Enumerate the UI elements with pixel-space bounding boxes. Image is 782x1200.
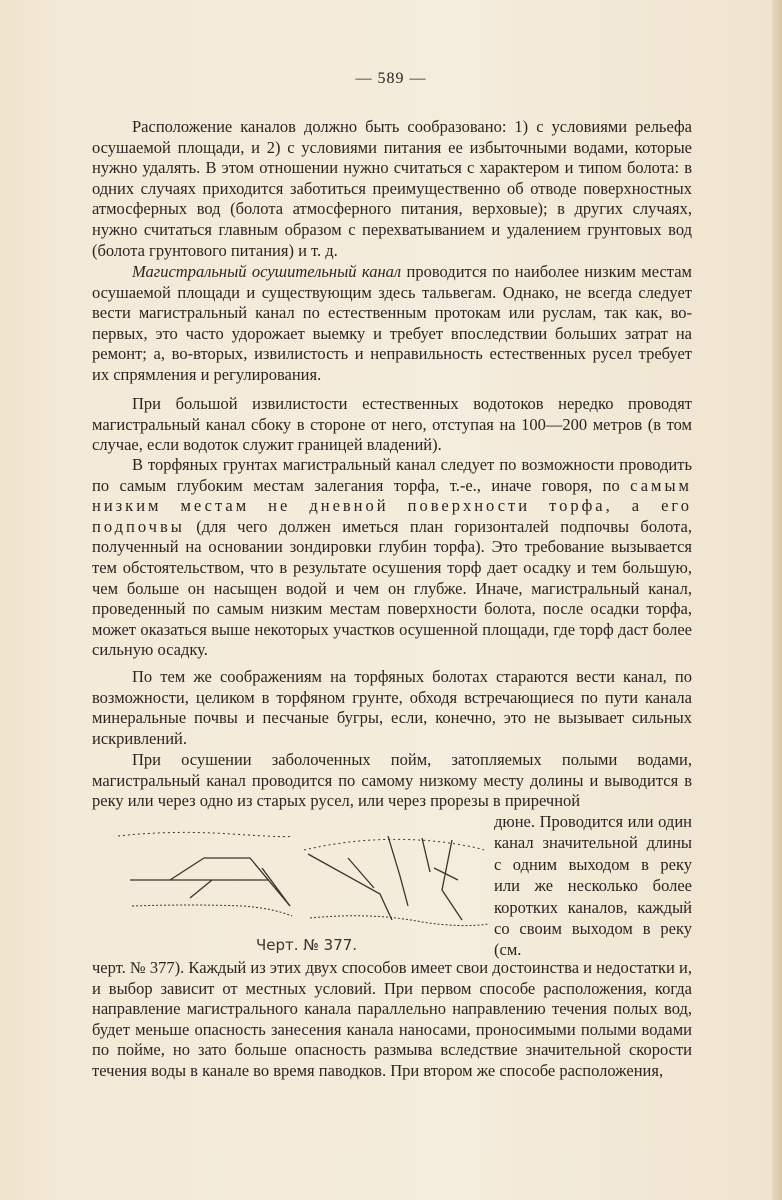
paragraph-5 (92, 667, 692, 749)
page-edge (772, 0, 782, 1200)
paragraph-7-text: черт. № 377). Каждый из этих двух способов имеет свои достоинства и недостатки и, и выбор зависит от местных условий. При первом способе расположения, когда направление магистрального канала параллельно направлению течения полых вод, будет меньше опасность занесения канала наносами, проносимыми полыми водами по пойме, но зато больше опасность размыва вследствие значительной скорости течения воды в канале во время паводков. При втором же способе расположения, (92, 958, 692, 1080)
paragraph-4 (92, 455, 692, 661)
side-text (494, 811, 692, 961)
paragraph-3 (92, 394, 692, 456)
paragraph-6-text: При осушении заболоченных пойм, затопляемых полыми водами, магистральный канал проводится по самому низкому месту долины и выводится в реку или через одно из старых русел, или через прорезы в приречной (92, 750, 692, 811)
paragraph-4-text-b: (для чего должен иметься план горизонталей подпочвы болота, полученный на основании зондировки глубин торфа). Это требование вызывается тем обстоятельством, что в результате осушения торф дает осадку и тем большую, чем больше он насыщен водой и чем он глубже. Иначе, магистральный канал, проведенный по самым низким местам поверхности болота, после осадки торфа, может оказаться выше некоторых участков осушенной площади, где торф даст более сильную осадку. (92, 516, 692, 660)
sketch-multiple-canals (304, 836, 488, 926)
figure-caption: Черт. № 377. (256, 936, 358, 954)
paragraph-2-text: проводится по наиболее низким местам осушаемой площади и существующим здесь тальвегам. Однако, не всегда следует вести магистральный канал по естественным протокам или руслам, так как, во-первых, это часто удорожает выемку и требует впоследствии больших затрат на ремонт; а, во-вторых, извилистость и неправильность естественных русел требует их спрямления и регулирования. (92, 262, 692, 384)
paragraph-6 (92, 750, 692, 812)
paragraph-1-text: Расположение каналов должно быть сообразовано: 1) с условиями рельефа осушаемой площади, и 2) с условиями питания ее избыточными водами, которые нужно удалять. В этом отношении нужно считаться с характером и типом болота: в одних случаях приходится заботиться преимущественно об отводе поверхностных атмосферных вод (болота атмосферного питания, верховые); в других случаях, нужно считаться главным образом с перехватыванием и удалением грунтовых вод (болота грунтового питания) и т. д. (92, 117, 692, 260)
paragraph-7 (92, 958, 692, 1082)
page-number: — 589 — (355, 70, 427, 87)
paragraph-4-text-a: В торфяных грунтах магистральный канал следует по возможности проводить по самым глубоким местам залегания торфа, т.-е., иначе говоря, по (92, 455, 692, 495)
term-main-canal: Магистральный осушительный канал (132, 262, 402, 281)
paragraph-2 (92, 262, 692, 386)
paragraph-1 (92, 117, 692, 261)
paragraph-4-emphasis: самым низким местам не дневной поверхности торфа, а его подпочвы (92, 475, 692, 536)
paragraph-5-text: По тем же соображениям на торфяных болотах стараются вести канал, по возможности, целиком в торфяном грунте, обходя встречающиеся по пути канала минеральные почвы и песчаные бугры, если, конечно, это не вызывает сильных искривлений. (92, 667, 692, 748)
paragraph-3-text: При большой извилистости естественных водотоков нередко проводят магистральный канал сбоку в стороне от него, отступая на 100—200 метров (в том случае, если водоток служит границей владений). (92, 394, 692, 455)
side-text-content: дюне. Проводится или один канал значительной длины с одним выходом в реку или же несколько более коротких каналов, каждый со своим выходом в реку (см. (494, 812, 692, 960)
sketch-single-canal (118, 832, 292, 916)
